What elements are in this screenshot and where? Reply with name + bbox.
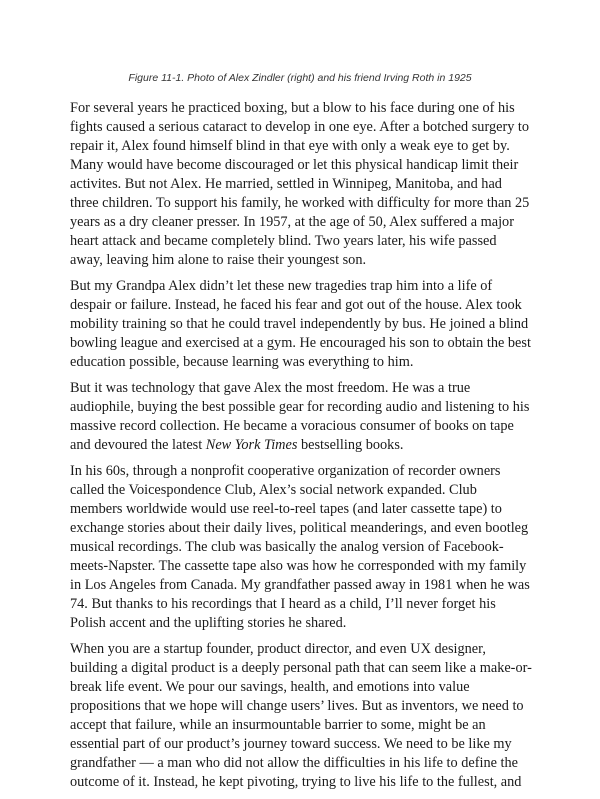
newspaper-title: New York Times — [205, 437, 298, 453]
paragraph-startup: When you are a startup founder, product director, and even UX designer, building a digital product is a deeply personal path that can seem like a make-or-break life event. We pour our savings, health, and emotions into value propositions that we hope will change users’ lives. But as inventors, we need to accept that failure, while an insurmountable barrier to some, might be an essential part of our product’s journey toward success. We need to be like my grandfather — a man who did not allow the difficulties in his life to define the outcome of it. Instead, he kept pivoting, trying to live his life to the fullest, and — [70, 641, 532, 790]
paragraph-voicespondence: In his 60s, through a nonprofit cooperative organization of recorder owners called the Voicespondence Club, Alex’s social network expanded. Club members worldwide would use reel-to-reel tapes (and later cassette tape) to exchange stories about their daily lives, political meanderings, and even bootleg musical recordings. The club was basically the analog version of Facebook-meets-Napster. The cassette tape also was how he corresponded with my family in Los Angeles from Canada. My grandfather passed away in 1981 when he was 74. But thanks to his recordings that I heard as a child, I’ll never forget his Polish accent and the uplifting stories he shared. — [70, 463, 530, 631]
paragraph-boxing: For several years he practiced boxing, but a blow to his face during one of his fights caused a serious cataract to develop in one eye. After a botched surgery to repair it, Alex found himself blind in that eye with only a weak eye to get by. Many would have become discouraged or let this physical handicap limit their activites. But not Alex. He married, settled in Winnipeg, Manitoba, and had three children. To support his family, he worked with difficulty for more than 25 years as a dry cleaner presser. In 1957, at the age of 50, Alex suffered a major heart attack and became completely blind. Two years later, his wife passed away, leaving him alone to raise their youngest son. — [70, 100, 530, 268]
paragraph-technology-text-end: bestselling books. — [297, 437, 404, 453]
paragraph-grandpa: But my Grandpa Alex didn’t let these new tragedies trap him into a life of despair or failure. Instead, he faced his fear and got out of the house. Alex took mobility training so that he could travel independently by bus. He joined a blind bowling league and exercised at a gym. He encouraged his son to obtain the best education possible, because learning was everything to him. — [70, 278, 531, 370]
paragraph-technology-text-start: But it was technology that gave Alex the most freedom. He was a true audiophile, buying the best possible gear for recording audio and listening to his massive record collection. He became a voracious consumer of books on tape and devoured the latest — [70, 380, 530, 453]
paragraph-technology — [70, 379, 532, 455]
figure-caption: Figure 11-1. Photo of Alex Zindler (right) and his friend Irving Roth in 1925 — [128, 72, 472, 84]
body-text — [70, 99, 532, 799]
